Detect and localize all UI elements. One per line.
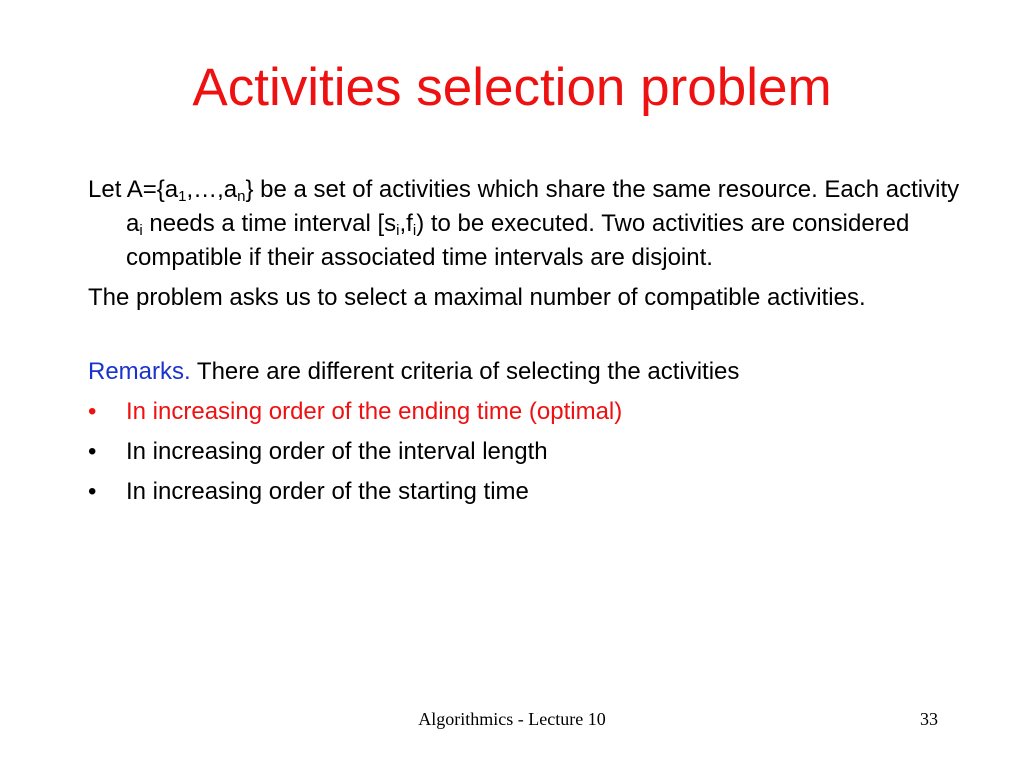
slide-title: Activities selection problem bbox=[192, 58, 832, 117]
bullet-mark: • bbox=[88, 478, 97, 505]
bullet-text: In increasing order of the starting time bbox=[126, 478, 529, 505]
problem-paragraph: The problem asks us to select a maximal number of compatible activities. bbox=[88, 284, 866, 311]
bullet-text: In increasing order of the ending time (optimal) bbox=[126, 398, 623, 425]
bullet-text: In increasing order of the interval length bbox=[126, 438, 548, 465]
page-number: 33 bbox=[920, 709, 938, 729]
bullet-item-interval-length bbox=[88, 435, 968, 469]
definition-paragraph: Let $A=\{a_1,\dots,a_n\}$ be a set of activities which share the same resource. Each activity $a_i$ needs a time interval $[s_i,f_i)$ to be executed. Two activities are considered compatible if their associated time intervals are disjoint. bbox=[88, 176, 960, 271]
remarks-label: Remarks. bbox=[88, 358, 191, 385]
bullet-mark: • bbox=[88, 438, 97, 465]
footer-lecture-label: Algorithmics - Lecture 10 bbox=[418, 709, 606, 729]
bullet-item-ending-time bbox=[88, 395, 968, 429]
bullet-item-starting-time bbox=[88, 475, 968, 509]
bullet-mark: • bbox=[88, 398, 97, 425]
remarks-paragraph bbox=[88, 355, 968, 389]
remarks-text: There are different criteria of selecting the activities bbox=[190, 358, 740, 385]
slide-body bbox=[88, 173, 968, 509]
